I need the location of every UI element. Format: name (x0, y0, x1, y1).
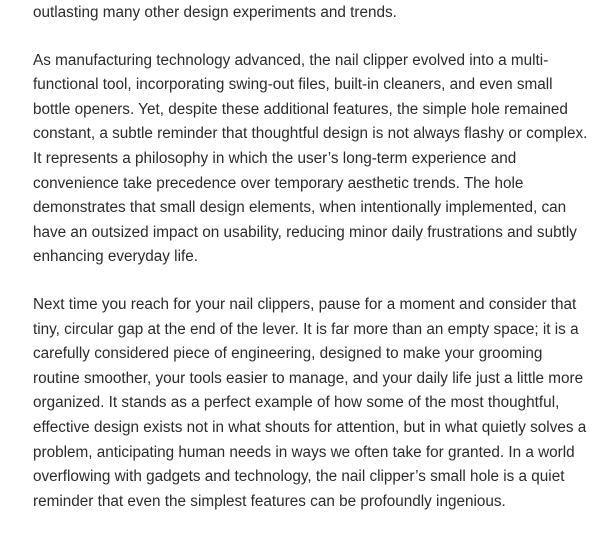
paragraph-intro-tail: outlasting many other design experiments and trends. (33, 4, 397, 21)
article-body (33, 1, 593, 537)
paragraph-conclusion: Next time you reach for your nail clippers, pause for a moment and consider that tiny, circular gap at the end of the lever. It is far more than an empty space; it is a carefully considered piece of engineering, designed to make your grooming routine smoother, your tools easier to manage, and your daily life just a little more organized. It stands as a perfect example of how some of the most thoughtful, effective design exists not in what shouts for attention, but in what quietly solves a problem, anticipating human needs in ways we often take for granted. In a world overflowing with gadgets and technology, the nail clipper’s small hole is a quiet reminder that even the simplest features can be profoundly ingenious. (33, 295, 587, 510)
paragraph-evolution: As manufacturing technology advanced, the nail clipper evolved into a multi-functional tool, incorporating swing-out files, built-in cleaners, and even small bottle openers. Yet, despite these additional features, the simple hole remained constant, a subtle reminder that thoughtful design is not always flashy or complex. It represents a philosophy in which the user’s long-term experience and convenience take precedence over temporary aesthetic trends. The hole demonstrates that small design elements, when intentionally implemented, can have an outsized impact on usability, reducing minor daily frustrations and subtly enhancing everyday life. (33, 51, 588, 266)
